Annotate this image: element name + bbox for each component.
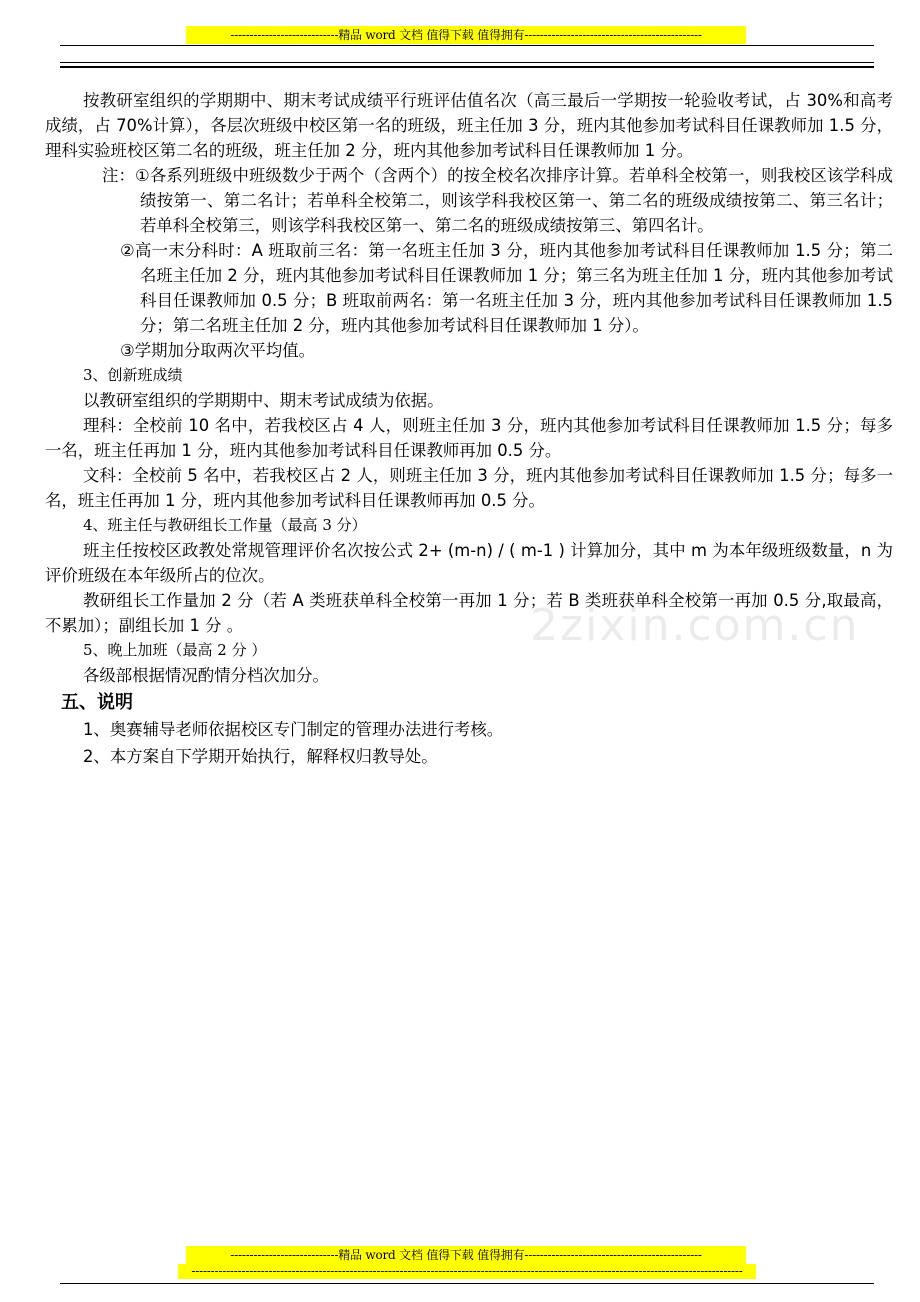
heading-overtime: 5、晚上加班（最高 2 分 ） <box>83 641 267 659</box>
section-explanation-title: 五、说明 <box>61 692 133 713</box>
watermark: 2zixin.com.cn <box>530 600 860 651</box>
footer-banner-dashes: ----------------------------------------------------------------------------------------------------------------------------------------------- <box>178 1264 756 1279</box>
explanation-item-2: 2、本方案自下学期开始执行，解释权归教导处。 <box>83 747 438 766</box>
footer-rule <box>60 1283 874 1284</box>
paragraph-class-teacher-formula: 班主任按校区政教处常规管理评价名次按公式 2+ (m-n) / ( m-1 ) 计算加分，其中 m 为本年级班级数量，n 为评价班级在本年级所占的位次。 <box>45 541 893 585</box>
note-1: 注：①各系列班级中班级数少于两个（含两个）的按全校名次排序计算。若单科全校第一，则我校区该学科成绩按第一、第二名计；若单科全校第二，则该学科我校区第一、第二名的班级成绩按第二、第三名计；若单科全校第三，则该学科我校区第一、第二名的班级成绩按第三、第四名计。 <box>102 166 893 235</box>
note-2: ②高一末分科时：A 班取前三名：第一名班主任加 3 分，班内其他参加考试科目任课教师加 1.5 分；第二名班主任加 2 分，班内其他参加考试科目任课教师加 1 分；第三名为班主任加 1 分，班内其他参加考试科目任课教师加 0.5 分；B 班取前两名：第一名班主任加 3 分，班内其他参加考试科目任课教师加 1.5 分；第二名班主任加 2 分，班内其他参加考试科目任课教师加 1 分）。 <box>120 241 893 335</box>
heading-workload: 4、班主任与教研组长工作量（最高 3 分） <box>83 516 367 534</box>
header-double-rule-top <box>60 62 874 63</box>
header-rule <box>60 45 874 46</box>
note-3: ③学期加分取两次平均值。 <box>120 341 315 360</box>
explanation-item-1: 1、奥赛辅导老师依据校区专门制定的管理办法进行考核。 <box>83 720 504 739</box>
heading-innovation-class: 3、创新班成绩 <box>83 366 183 384</box>
paragraph-science: 理科：全校前 10 名中，若我校区占 4 人，则班主任加 3 分，班内其他参加考试科目任课教师加 1.5 分；每多一名，班主任再加 1 分，班内其他参加考试科目任课教师再加 0.5 分。 <box>45 416 893 460</box>
paragraph-ranking-rule: 按教研室组织的学期期中、期末考试成绩平行班评估值名次（高三最后一学期按一轮验收考试，占 30%和高考成绩，占 70%计算），各层次班级中校区第一名的班级，班主任加 3 分，班内其他参加考试科目任课教师加 1.5 分，理科实验班校区第二名的班级，班主任加 2 分，班内其他参加考试科目任课教师加 1 分。 <box>45 91 893 160</box>
paragraph-arts: 文科：全校前 5 名中，若我校区占 2 人，则班主任加 3 分，班内其他参加考试科目任课教师加 1.5 分；每多一名，班主任再加 1 分，班内其他参加考试科目任课教师再加 0.5 分。 <box>45 466 893 510</box>
paragraph-group-leader: 教研组长工作量加 2 分（若 A 类班获单科全校第一再加 1 分；若 B 类班获单科全校第一再加 0.5 分,取最高，不累加）；副组长加 1 分 。 <box>45 591 893 635</box>
paragraph-innovation-basis: 以教研室组织的学期期中、期末考试成绩为依据。 <box>83 391 444 410</box>
footer-banner: ----------------------------精品 word 文档 值得下载 值得拥有---------------------------------------------- <box>186 1246 746 1264</box>
header-double-rule-bottom <box>60 66 874 68</box>
document-body <box>45 88 893 770</box>
header-banner: ----------------------------精品 word 文档 值得下载 值得拥有---------------------------------------------- <box>186 26 746 44</box>
paragraph-overtime: 各级部根据情况酌情分档次加分。 <box>83 666 329 685</box>
